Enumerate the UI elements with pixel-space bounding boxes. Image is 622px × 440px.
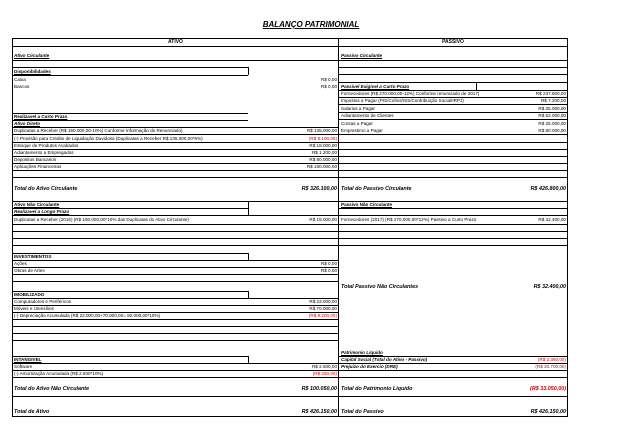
computadores-value: R$ 22.000,00 (309, 299, 337, 304)
fornecedores-label: Fornecedores (R$ 270.000,00-12%) Conforme renunciado de 2017) (341, 91, 480, 96)
total-passivo-label: Total do Passivo (341, 409, 384, 415)
row-line (338, 156, 568, 157)
computadores-label: Computadores e Periféricos (14, 299, 71, 304)
acoes-label: Ações (14, 261, 27, 266)
duplicatas-lp-label: Duplicatas a Receber (2016) (R$ 150.000,00*10% das Duplicatas do Ativo Circulante) (14, 217, 189, 222)
aplicacoes-label: Aplicações Financeiras (14, 164, 62, 169)
fornecedores-value: R$ 237.600,00 (535, 91, 566, 96)
cell-border (248, 356, 249, 363)
row-line (12, 231, 339, 232)
ativo-circulante-title: Ativo Circulante (14, 53, 50, 58)
estoque-value: R$ 18.000,00 (309, 143, 337, 148)
moveis-label: Móveis e Utensílios (14, 306, 54, 311)
impostos-value: R$ 7.200,00 (540, 98, 566, 103)
row-line (12, 281, 339, 282)
header-passivo: PASSIVO (338, 38, 568, 47)
ativo-nao-circulante-title: Ativo Não Circulante (14, 202, 60, 207)
row-line (12, 120, 248, 121)
row-line (12, 356, 248, 357)
header-ativo: ATIVO (12, 38, 339, 47)
total-pl-label: Total do Patrimonio Liquido (341, 386, 413, 392)
total-ativo-nao-circulante-label: Total do Ativo Não Circulante (14, 386, 90, 392)
obras-value: R$ 0,00 (320, 268, 337, 273)
capital-social-label: Capital Social (Total do Ativo - Passivo) (341, 357, 428, 362)
row-line (338, 60, 568, 61)
emprestimo-label: Emprestimo a Pagar (341, 128, 383, 133)
row-line (338, 177, 568, 178)
page-title: BALANÇO PATRIMONIAL (262, 20, 360, 29)
row-line (12, 75, 248, 76)
fornecedores-lp-value: R$ 32.400,00 (538, 217, 566, 222)
depositos-label: Depositos Bancarios (14, 157, 57, 162)
row-line (338, 215, 568, 216)
row-line (338, 170, 568, 171)
row-line (12, 319, 339, 320)
total-ativo-nao-circulante-value: R$ 100.050,00 (301, 386, 337, 392)
total-passivo-value: R$ 426.150,00 (530, 409, 566, 415)
realizavel-cp-title: Realizavel a Curto Prazo (14, 114, 68, 119)
moveis-value: R$ 70.000,00 (309, 306, 337, 311)
row-line (12, 340, 339, 341)
row-line (338, 224, 568, 225)
contas-pagar-label: Contas a Pagar (341, 121, 373, 126)
prejuizo-label: Prejuizo do Exercio (DRE) (341, 364, 398, 369)
depreciacao-label: (-) Depreciação Acumulada (R$ 22.000,00+70.000,00= 92.000,00*10%) (14, 313, 161, 318)
row-line (12, 396, 568, 397)
row-line (338, 82, 568, 83)
row-line (338, 142, 568, 143)
row-line (338, 238, 568, 239)
impostos-label: Impostos a Pagar (PIS/Cofins/ISS/Contribuição Social/IRPJ) (341, 98, 464, 103)
row-line (338, 74, 568, 75)
cell-border (248, 253, 249, 260)
prejuizo-value: (R$ 30.700,00) (535, 364, 566, 369)
obras-label: Obras de Artes (14, 268, 45, 273)
row-line (338, 163, 568, 164)
caixa-label: Caixa (14, 77, 26, 82)
depreciacao-value: (R$ 9.200,00) (308, 313, 337, 318)
total-ativo-value: R$ 426.150,00 (301, 409, 337, 415)
emprestimo-value: R$ 80.000,00 (538, 128, 566, 133)
bancos-value: R$ 0,00 (320, 84, 337, 89)
row-line (338, 370, 568, 371)
row-line (12, 326, 339, 327)
row-line (12, 274, 339, 275)
total-passivo-circulante-value: R$ 426.800,00 (530, 186, 566, 192)
row-line (12, 67, 248, 68)
pcld-label: (-) Provisão para Credito de Liquidação Duvidosa (Duplicatas a Receber R$ 135.000,00*6%) (14, 136, 203, 141)
cell-border (248, 67, 249, 75)
ativo-direto-title: Ativo Direto (14, 121, 41, 126)
row-line (338, 208, 568, 209)
row-line (12, 215, 339, 216)
fornecedores-lp-label: Fornecedores (2017) (R$ 270.000,00*12%) Passivo a Curto Prazo (341, 217, 477, 222)
intangivel-title: INTANGIVEL (14, 357, 42, 362)
row-line (12, 245, 339, 246)
row-line (12, 333, 339, 334)
adiantamento-clientes-label: Adiantamento de Clientes (341, 113, 394, 118)
row-line (338, 134, 568, 135)
acoes-value: R$ 0,00 (320, 261, 337, 266)
investimentos-title: INVESTIMENTOS (14, 254, 52, 259)
column-divider (338, 38, 339, 417)
row-line (12, 201, 339, 202)
row-line (12, 377, 339, 378)
exigivel-cp-title: Passivel Exigivel a Curto Prazo (341, 84, 410, 89)
total-pl-value: (R$ 33.050,00) (530, 386, 566, 392)
row-line (338, 245, 568, 246)
depositos-value: R$ 80.000,00 (309, 157, 337, 162)
row-line (12, 170, 339, 171)
total-passivo-nao-circulante-value: R$ 32.400,00 (533, 284, 566, 290)
total-passivo-nao-circulante-label: Total Passivo Não Circulantes (341, 284, 419, 290)
duplicatas-label: Duplicatas a Receber (R$ 150.000,00-10%) Conforme Informação do Renunciado) (14, 128, 183, 133)
pcld-value: (R$ 8.100,00) (308, 136, 337, 141)
capital-social-value: (R$ 2.350,00) (537, 357, 566, 362)
salarios-value: R$ 25.000,00 (538, 106, 566, 111)
imobilizado-title: IMOBILIZADO (14, 292, 45, 297)
row-line (338, 104, 568, 105)
software-label: Software (14, 364, 33, 369)
cell-border (248, 201, 249, 215)
duplicatas-value: R$ 135.000,00 (306, 128, 337, 133)
total-ativo-circulante-value: R$ 326.100,00 (301, 186, 337, 192)
amortizacao-label: (-) Amortização Acumulada (R$ 2.500*10%) (14, 371, 104, 376)
adiantamento-empregados-value: R$ 1.200,00 (311, 150, 337, 155)
contas-pagar-value: R$ 25.000,00 (538, 121, 566, 126)
cell-border (476, 82, 477, 90)
row-line (338, 119, 568, 120)
estoque-label: Estoque de Produtos Acabados (14, 143, 79, 148)
bancos-label: Bancos (14, 84, 30, 89)
software-value: R$ 2.500,00 (311, 364, 337, 369)
amortizacao-value: (R$ 250,00) (312, 371, 337, 376)
caixa-value: R$ 0,00 (320, 77, 337, 82)
adiantamento-clientes-value: R$ 52.000,00 (538, 113, 566, 118)
row-line (12, 134, 339, 135)
row-line (12, 177, 339, 178)
cell-border (248, 291, 249, 298)
salarios-label: Salarios a Pagar (341, 106, 375, 111)
disponibilidades-title: Disponibilidades (14, 69, 51, 74)
pl-title: Patrimonio Liquido (341, 350, 383, 355)
row-line (338, 67, 568, 68)
duplicatas-lp-value: R$ 15.000,00 (309, 217, 337, 222)
aplicacoes-value: R$ 100.000,00 (306, 164, 337, 169)
passivo-circulante-title: Passivo Circulante (341, 53, 383, 58)
passivo-nao-circulante-title: Passivo Não Circulante (341, 202, 393, 207)
total-ativo-label: Total de Ativo (14, 409, 50, 415)
total-ativo-circulante-label: Total do Ativo Circulante (14, 186, 78, 192)
realizavel-lp-title: Realizavel a Longo Prazo (14, 209, 70, 214)
total-passivo-circulante-label: Total do Passivo Circulante (341, 186, 412, 192)
row-line (12, 291, 248, 292)
row-line (12, 238, 339, 239)
row-line (338, 231, 568, 232)
row-line (12, 224, 339, 225)
row-line (338, 149, 568, 150)
adiantamento-empregados-label: Adiantamento a Empregados (14, 150, 74, 155)
row-line (338, 377, 568, 378)
row-line (12, 60, 339, 61)
